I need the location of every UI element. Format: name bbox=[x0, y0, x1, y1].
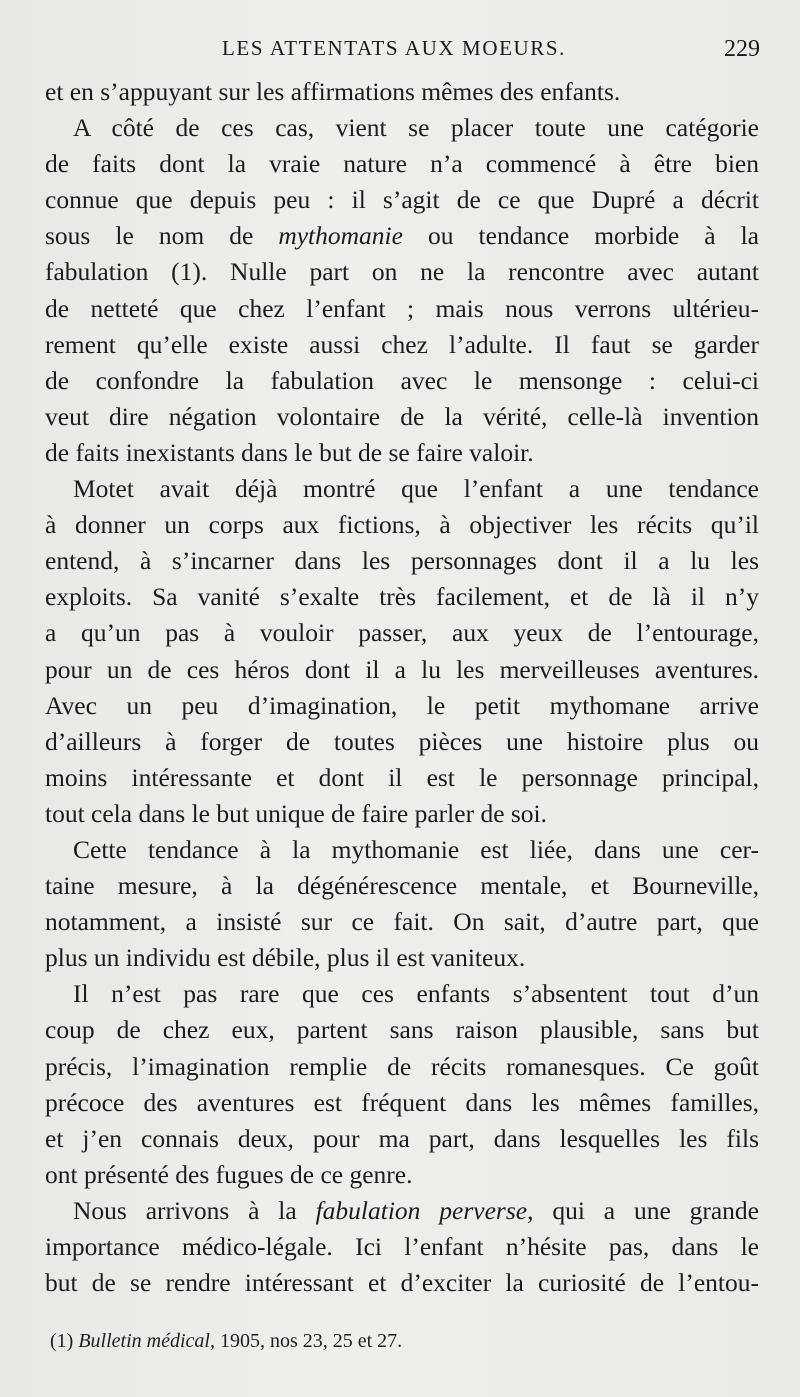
text-line: de confondre la fabulation avec le mensonge : celui-ci bbox=[45, 365, 759, 395]
text-line: importance médico-légale. Ici l’enfant n’hésite pas, dans le bbox=[45, 1232, 759, 1261]
text-line bbox=[45, 218, 759, 254]
text-line: notamment, a insisté sur ce fait. On sait, d’autre part, que bbox=[45, 907, 759, 937]
footnote-journal-title: Bulletin médical bbox=[78, 1330, 210, 1352]
page-number: 229 bbox=[724, 36, 760, 62]
text-line: de netteté que chez l’enfant ; mais nous verrons ultérieu- bbox=[45, 293, 759, 323]
text-line: coup de chez eux, partent sans raison plausible, sans but bbox=[45, 1015, 759, 1045]
text-line: et en s’appuyant sur les affirmations mêmes des enfants. bbox=[45, 77, 621, 106]
text-segment: ou tendance morbide à la bbox=[402, 221, 759, 251]
text-line: but de se rendre intéressant et d’exciter la curiosité de l’entou- bbox=[45, 1268, 759, 1298]
text-line: plus un individu est débile, plus il est vaniteux. bbox=[45, 943, 526, 973]
text-line: taine mesure, à la dégénérescence mentale, et Bourneville, bbox=[45, 871, 759, 901]
text-line: Motet avait déjà montré que l’enfant a une tendance bbox=[73, 474, 759, 504]
text-line: moins intéressante et dont il est le personnage principal, bbox=[45, 762, 759, 792]
text-line: d’ailleurs à forger de toutes pièces une histoire plus ou bbox=[45, 726, 759, 756]
text-line bbox=[45, 1193, 759, 1229]
italic-term: mythomanie bbox=[278, 221, 403, 251]
body-text bbox=[45, 74, 759, 1301]
running-head: LES ATTENTATS AUX MOEURS. bbox=[222, 36, 567, 60]
text-line: rement qu’elle existe aussi chez l’adulte. Il faut se garder bbox=[45, 329, 759, 359]
italic-term: fabulation perverse bbox=[315, 1195, 528, 1225]
page-header bbox=[0, 34, 800, 64]
text-line: précoce des aventures est fréquent dans les mêmes familles, bbox=[45, 1087, 759, 1117]
footnote-mark: (1) bbox=[50, 1330, 79, 1352]
text-line: et j’en connais deux, pour ma part, dans lesquelles les fils bbox=[45, 1123, 759, 1153]
text-line: pour un de ces héros dont il a lu les merveilleuses aventures. bbox=[45, 654, 759, 684]
text-line: Avec un peu d’imagination, le petit mythomane arrive bbox=[45, 690, 759, 720]
text-line: fabulation (1). Nulle part on ne la rencontre avec autant bbox=[45, 257, 759, 287]
text-line: entend, à s’incarner dans les personnages dont il a lu les bbox=[45, 546, 759, 576]
text-segment: sous le nom de bbox=[45, 221, 279, 251]
text-line: ont présenté des fugues de ce genre. bbox=[45, 1159, 413, 1189]
text-line: A côté de ces cas, vient se placer toute une catégorie bbox=[73, 113, 759, 143]
text-segment: , qui a une grande bbox=[527, 1195, 759, 1225]
text-line: exploits. Sa vanité s’exalte très facilement, et de là il n’y bbox=[45, 582, 759, 612]
footnote bbox=[50, 1330, 402, 1353]
text-line: Il n’est pas rare que ces enfants s’absentent tout d’un bbox=[73, 979, 759, 1009]
text-line: tout cela dans le but unique de faire parler de soi. bbox=[45, 798, 548, 828]
text-line: de faits dont la vraie nature n’a commencé à être bien bbox=[45, 149, 759, 179]
text-line: à donner un corps aux fictions, à objectiver les récits qu’il bbox=[45, 510, 759, 540]
text-segment: Nous arrivons à la bbox=[73, 1195, 316, 1225]
text-line: a qu’un pas à vouloir passer, aux yeux de l’entourage, bbox=[45, 618, 759, 648]
text-line: précis, l’imagination remplie de récits romanesques. Ce goût bbox=[45, 1051, 759, 1081]
footnote-reference: , 1905, nos 23, 25 et 27. bbox=[209, 1330, 403, 1352]
text-line: connue que depuis peu : il s’agit de ce que Dupré a décrit bbox=[45, 185, 759, 215]
text-line: de faits inexistants dans le but de se faire valoir. bbox=[45, 437, 534, 467]
text-line: Cette tendance à la mythomanie est liée, dans une cer- bbox=[73, 834, 759, 864]
text-line: veut dire négation volontaire de la vérité, celle-là invention bbox=[45, 401, 759, 431]
